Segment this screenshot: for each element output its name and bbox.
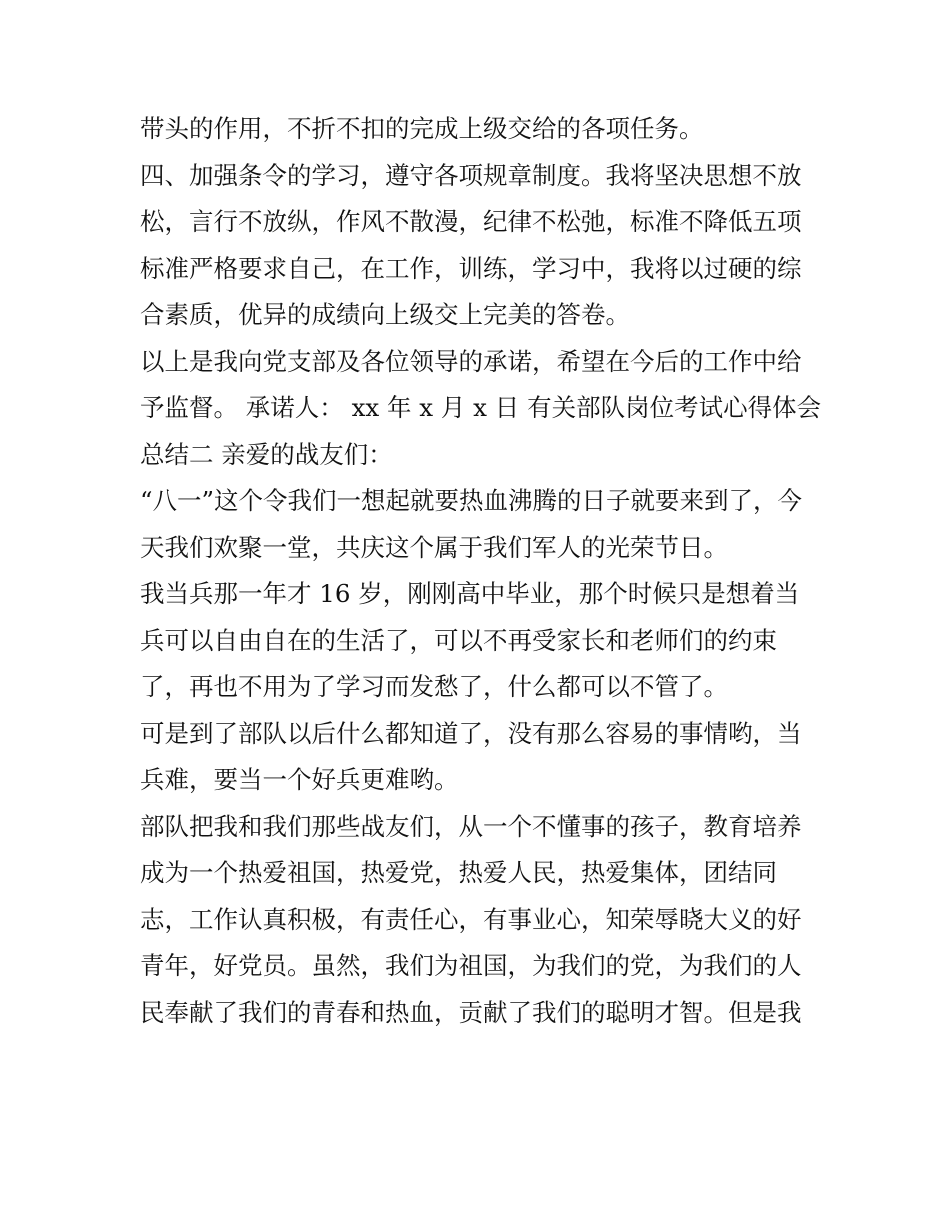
text-line: 兵可以自由自在的生活了，可以不再受家长和老师们的约束: [140, 625, 777, 655]
text-line: 兵难，要当一个好兵更难哟。: [140, 765, 459, 794]
text-line: 总结二 亲爱的战友们：: [140, 439, 393, 469]
text-line: 成为一个热爱祖国，热爱党，热爱人民，热爱集体，团结同: [140, 858, 777, 887]
text-line: “八一”这个令我们一想起就要热血沸腾的日子就要来到了，今: [140, 486, 803, 515]
text-line: 部队把我和我们那些战友们，从一个不懂事的孩子，教育培养: [140, 811, 802, 841]
text-line: 四、加强条令的学习，遵守各项规章制度。我将坚决思想不放: [140, 160, 802, 190]
text-line: 松，言行不放纵，作风不散漫，纪律不松弛，标准不降低五项: [140, 207, 802, 236]
text-line: 志，工作认真积极，有责任心，有事业心，知荣辱晓大义的好: [140, 904, 802, 934]
body-text: [140, 106, 820, 1036]
text-line: 带头的作用，不折不扣的完成上级交给的各项任务。: [140, 114, 704, 143]
text-line: 可是到了部队以后什么都知道了，没有那么容易的事情哟，当: [140, 718, 802, 748]
text-line: 我当兵那一年才 16 岁，刚刚高中毕业，那个时候只是想着当: [140, 579, 800, 608]
text-line: 天我们欢聚一堂，共庆这个属于我们军人的光荣节日。: [140, 532, 728, 562]
text-line: 标准严格要求自己，在工作，训练，学习中，我将以过硬的综: [140, 253, 802, 283]
text-line: 民奉献了我们的青春和热血，贡献了我们的聪明才智。但是我: [140, 997, 802, 1027]
text-line: 青年，好党员。虽然，我们为祖国，为我们的党，为我们的人: [140, 951, 802, 980]
text-line: 了，再也不用为了学习而发愁了，什么都可以不管了。: [140, 672, 728, 701]
text-line: 以上是我向党支部及各位领导的承诺，希望在今后的工作中给: [140, 346, 802, 376]
text-line: 予监督。 承诺人： xx 年 x 月 x 日 有关部队岗位考试心得体会: [140, 393, 822, 422]
text-line: 合素质，优异的成绩向上级交上完美的答卷。: [140, 300, 630, 329]
